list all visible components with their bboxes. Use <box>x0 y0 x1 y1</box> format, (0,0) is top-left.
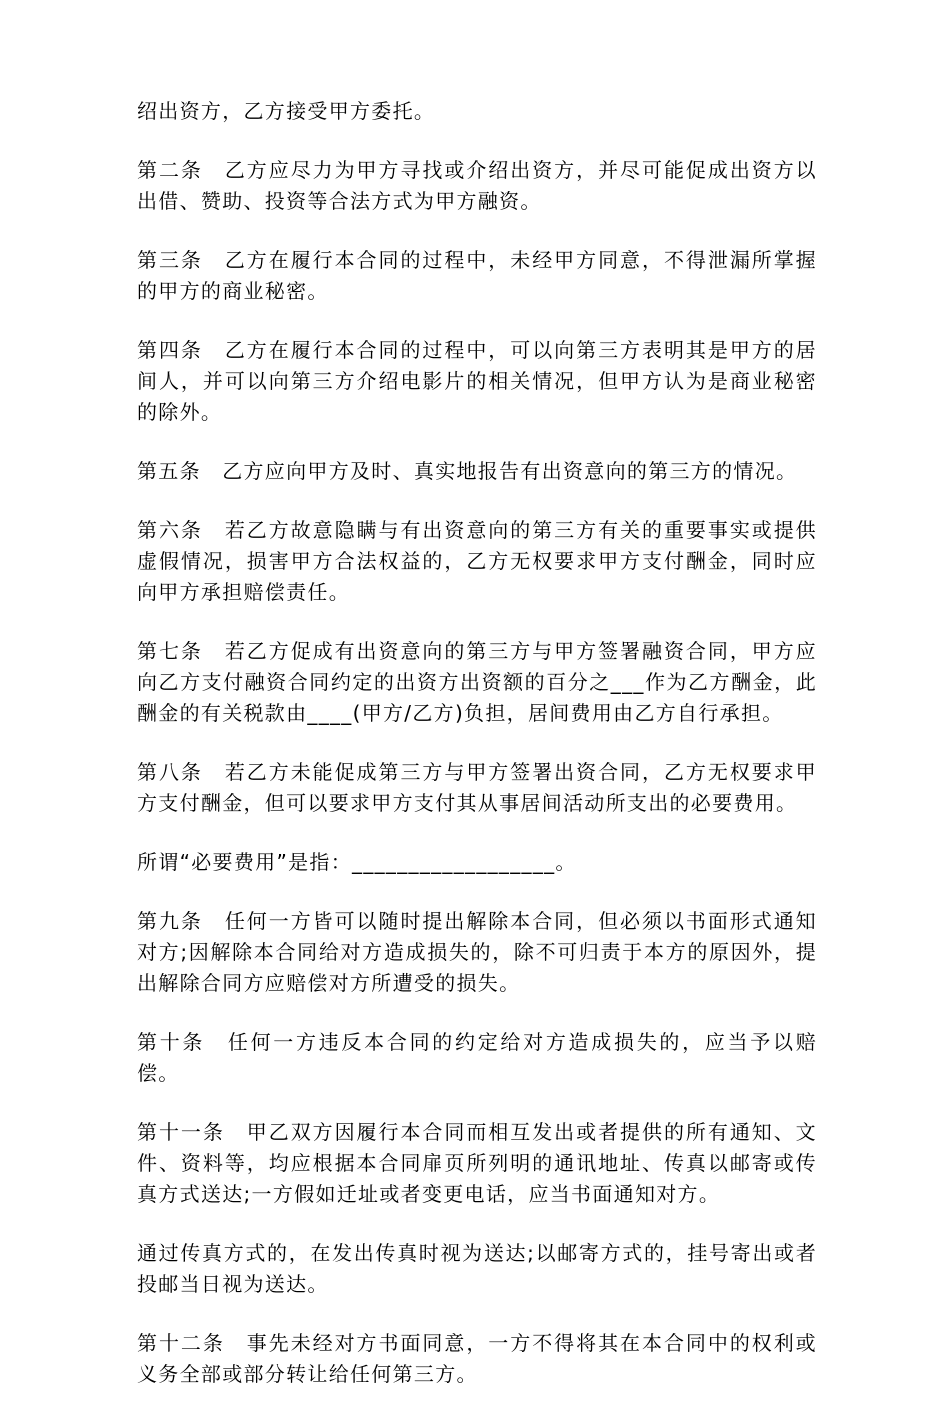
paragraph-continuation: 绍出资方，乙方接受甲方委托。 <box>137 99 436 123</box>
clause-6: 第六条 若乙方故意隐瞒与有出资意向的第三方有关的重要事实或提供虚假情况，损害甲方合法权益的，乙方无权要求甲方支付酬金，同时应向甲方承担赔偿责任。 <box>137 518 817 604</box>
clause-7: 第七条 若乙方促成有出资意向的第三方与甲方签署融资合同，甲方应向乙方支付融资合同约定的出资方出资额的百分之___作为乙方酬金，此酬金的有关税款由____(甲方/乙方)负担，居间费用由乙方自行承担。 <box>137 639 817 725</box>
clause-3: 第三条 乙方在履行本合同的过程中，未经甲方同意，不得泄漏所掌握的甲方的商业秘密。 <box>137 248 817 303</box>
necessary-expenses-definition: 所谓“必要费用”是指：__________________。 <box>137 850 577 874</box>
clause-4: 第四条 乙方在履行本合同的过程中，可以向第三方表明其是甲方的居间人，并可以向第三方介绍电影片的相关情况，但甲方认为是商业秘密的除外。 <box>137 338 817 424</box>
clause-9: 第九条 任何一方皆可以随时提出解除本合同，但必须以书面形式通知对方;因解除本合同给对方造成损失的，除不可归责于本方的原因外，提出解除合同方应赔偿对方所遭受的损失。 <box>137 909 817 995</box>
clause-5: 第五条 乙方应向甲方及时、真实地报告有出资意向的第三方的情况。 <box>137 459 798 483</box>
clause-12: 第十二条 事先未经对方书面同意，一方不得将其在本合同中的权利或义务全部或部分转让给任何第三方。 <box>137 1331 817 1386</box>
clause-11: 第十一条 甲乙双方因履行本合同而相互发出或者提供的所有通知、文件、资料等，均应根据本合同扉页所列明的通讯地址、传真以邮寄或传真方式送达;一方假如迁址或者变更电话，应当书面通知对方。 <box>137 1120 817 1206</box>
clause-10: 第十条 任何一方违反本合同的约定给对方造成损失的，应当予以赔偿。 <box>137 1030 817 1085</box>
document-page <box>137 96 817 1418</box>
clause-2: 第二条 乙方应尽力为甲方寻找或介绍出资方，并尽可能促成出资方以出借、赞助、投资等合法方式为甲方融资。 <box>137 158 817 213</box>
delivery-note: 通过传真方式的，在发出传真时视为送达;以邮寄方式的，挂号寄出或者投邮当日视为送达。 <box>137 1241 817 1296</box>
clause-8: 第八条 若乙方未能促成第三方与甲方签署出资合同，乙方无权要求甲方支付酬金，但可以要求甲方支付其从事居间活动所支出的必要费用。 <box>137 760 817 815</box>
